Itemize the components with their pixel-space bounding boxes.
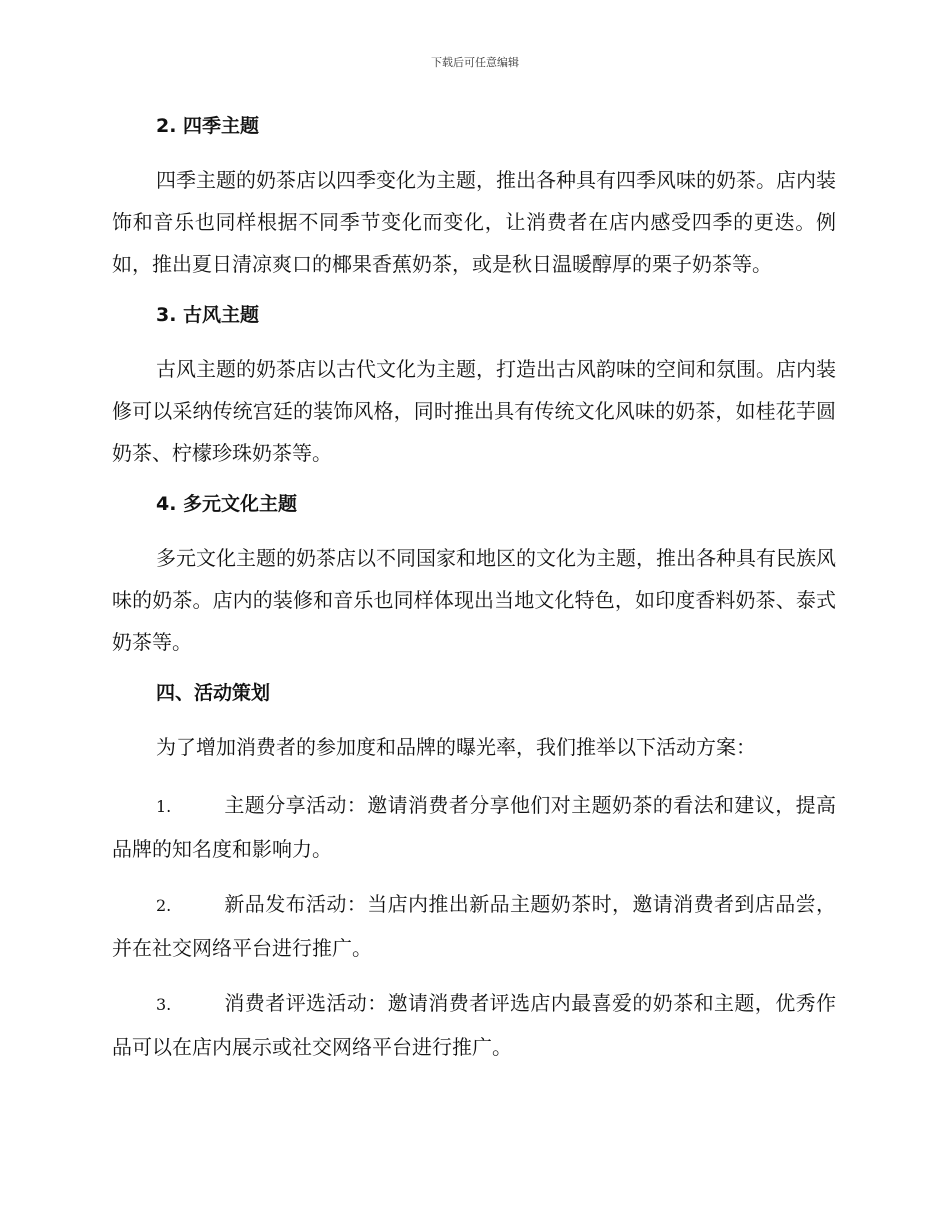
section-paragraph-activity-intro: 为了增加消费者的参加度和品牌的曝光率，我们推举以下活动方案： [156,735,756,759]
activity-item [112,883,836,969]
section-heading-ancient-style: 3. 古风主题 [156,304,260,326]
page-header: 下载后可任意编辑 [431,56,519,69]
activity-number: 3. [156,995,172,1014]
activity-text: 新品发布活动：当店内推出新品主题奶茶时，邀请消费者到店品尝，并在社交网络平台进行推广。 [112,892,836,960]
activity-item [112,784,836,870]
section-heading-seasons: 2. 四季主题 [156,115,260,137]
section-paragraph-multicultural: 多元文化主题的奶茶店以不同国家和地区的文化为主题，推出各种具有民族风味的奶茶。店内的装修和音乐也同样体现出当地文化特色，如印度香料奶茶、泰式奶茶等。 [112,546,836,654]
activity-number: 2. [156,896,172,915]
activity-item [112,982,836,1068]
section-paragraph-seasons: 四季主题的奶茶店以四季变化为主题，推出各种具有四季风味的奶茶。店内装饰和音乐也同样根据不同季节变化而变化，让消费者在店内感受四季的更迭。例如，推出夏日清凉爽口的椰果香蕉奶茶，或是秋日温暖醇厚的栗子奶茶等。 [112,168,836,276]
section-heading-activity-planning: 四、活动策划 [156,682,271,704]
activity-text: 主题分享活动：邀请消费者分享他们对主题奶茶的看法和建议，提高品牌的知名度和影响力。 [112,793,836,861]
section-paragraph-ancient-style: 古风主题的奶茶店以古代文化为主题，打造出古风韵味的空间和氛围。店内装修可以采纳传统宫廷的装饰风格，同时推出具有传统文化风味的奶茶，如桂花芋圆奶茶、柠檬珍珠奶茶等。 [112,357,836,465]
activity-number: 1. [156,797,172,816]
section-heading-multicultural: 4. 多元文化主题 [156,493,298,515]
activity-text: 消费者评选活动：邀请消费者评选店内最喜爱的奶茶和主题，优秀作品可以在店内展示或社交网络平台进行推广。 [112,991,836,1059]
document-body [112,112,836,1081]
